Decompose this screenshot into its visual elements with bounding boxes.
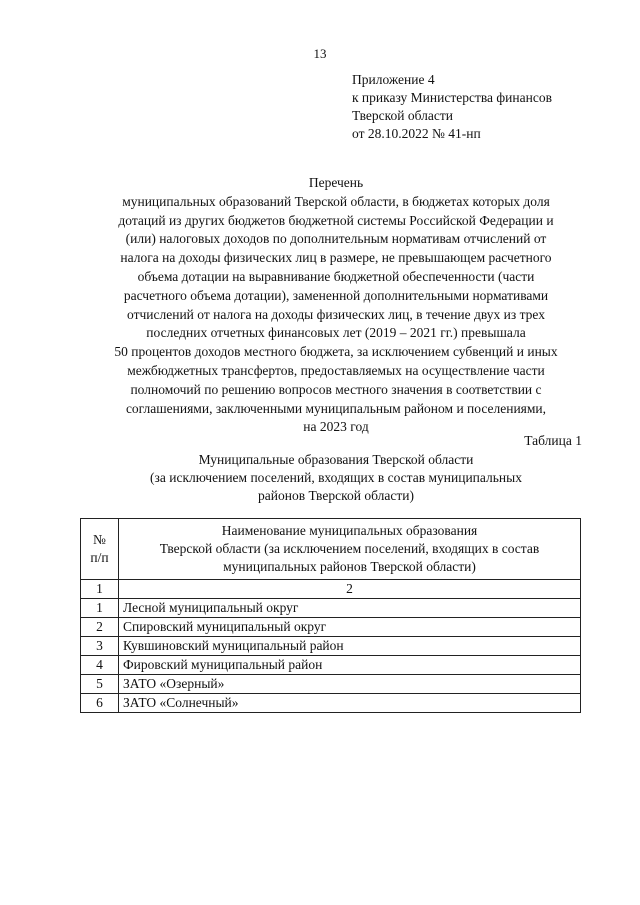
header-name-line: Наименование муниципальных образования: [221, 523, 478, 538]
header-number-cell: [81, 519, 119, 580]
title-line: 50 процентов доходов местного бюджета, за исключением субвенций и иных: [114, 344, 558, 360]
title-heading: Перечень: [308, 175, 364, 190]
appendix-line: Тверской области: [352, 108, 453, 123]
row-name: Лесной муниципальный округ: [119, 599, 581, 618]
table-row: [81, 637, 581, 656]
column-index-cell: 2: [119, 580, 581, 599]
title-line: налога на доходы физических лиц в размере, не превышающем расчетного: [120, 250, 552, 266]
page-number: 13: [313, 46, 327, 61]
row-name: Фировский муниципальный район: [119, 656, 581, 675]
title-line: отчислений от налога на доходы физических лиц, в течение двух из трех: [127, 306, 545, 322]
row-number: 6: [81, 694, 119, 713]
appendix-line: Приложение 4: [352, 72, 435, 87]
title-line: полномочий по решению вопросов местного значения в соответствии с: [130, 381, 542, 397]
header-number-line: №: [93, 532, 106, 547]
caption-line: районов Тверской области): [258, 488, 414, 503]
title-line: последних отчетных финансовых лет (2019 – 2021 гг.) превышала: [146, 325, 526, 341]
row-number: 5: [81, 675, 119, 694]
row-number: 1: [81, 599, 119, 618]
title-line: муниципальных образований Тверской области, в бюджетах которых доля: [122, 193, 550, 209]
table-row: [81, 599, 581, 618]
document-title: [80, 174, 592, 437]
title-line: объема дотации на выравнивание бюджетной обеспеченности (части: [137, 268, 535, 284]
table-row: [81, 618, 581, 637]
row-number: 2: [81, 618, 119, 637]
table-label: Таблица 1: [524, 433, 582, 448]
caption-line: (за исключением поселений, входящих в состав муниципальных: [150, 470, 522, 485]
title-line: соглашениями, заключенными муниципальным районом и поселениями,: [125, 400, 547, 416]
municipalities-table: [80, 518, 581, 713]
header-name-line: Тверской области (за исключением поселений, входящих в состав: [159, 541, 540, 556]
table-row: [81, 675, 581, 694]
table-row: [81, 694, 581, 713]
appendix-block: [352, 71, 622, 143]
row-name: ЗАТО «Озерный»: [119, 675, 581, 694]
row-number: 4: [81, 656, 119, 675]
title-line: расчетного объема дотации), замененной дополнительными нормативами: [123, 287, 549, 303]
appendix-line: от 28.10.2022 № 41-нп: [352, 126, 481, 141]
title-line: на 2023 год: [303, 419, 369, 435]
table-caption: [80, 451, 592, 505]
table-row: [81, 656, 581, 675]
column-index-row: [81, 580, 581, 599]
row-name: Спировский муниципальный округ: [119, 618, 581, 637]
title-line: дотаций из других бюджетов бюджетной системы Российской Федерации и: [118, 212, 554, 228]
header-number-line: п/п: [90, 550, 109, 565]
row-name: ЗАТО «Солнечный»: [119, 694, 581, 713]
row-number: 3: [81, 637, 119, 656]
column-index-cell: 1: [81, 580, 119, 599]
table-header-row: [81, 519, 581, 580]
row-name: Кувшиновский муниципальный район: [119, 637, 581, 656]
appendix-line: к приказу Министерства финансов: [352, 90, 552, 105]
title-line: (или) налоговых доходов по дополнительным нормативам отчислений от: [125, 231, 547, 247]
caption-line: Муниципальные образования Тверской области: [198, 452, 474, 467]
title-line: межбюджетных трансфертов, предоставляемых на осуществление части: [127, 362, 545, 378]
header-name-line: муниципальных районов Тверской области): [223, 559, 476, 574]
header-name-cell: [119, 519, 581, 580]
